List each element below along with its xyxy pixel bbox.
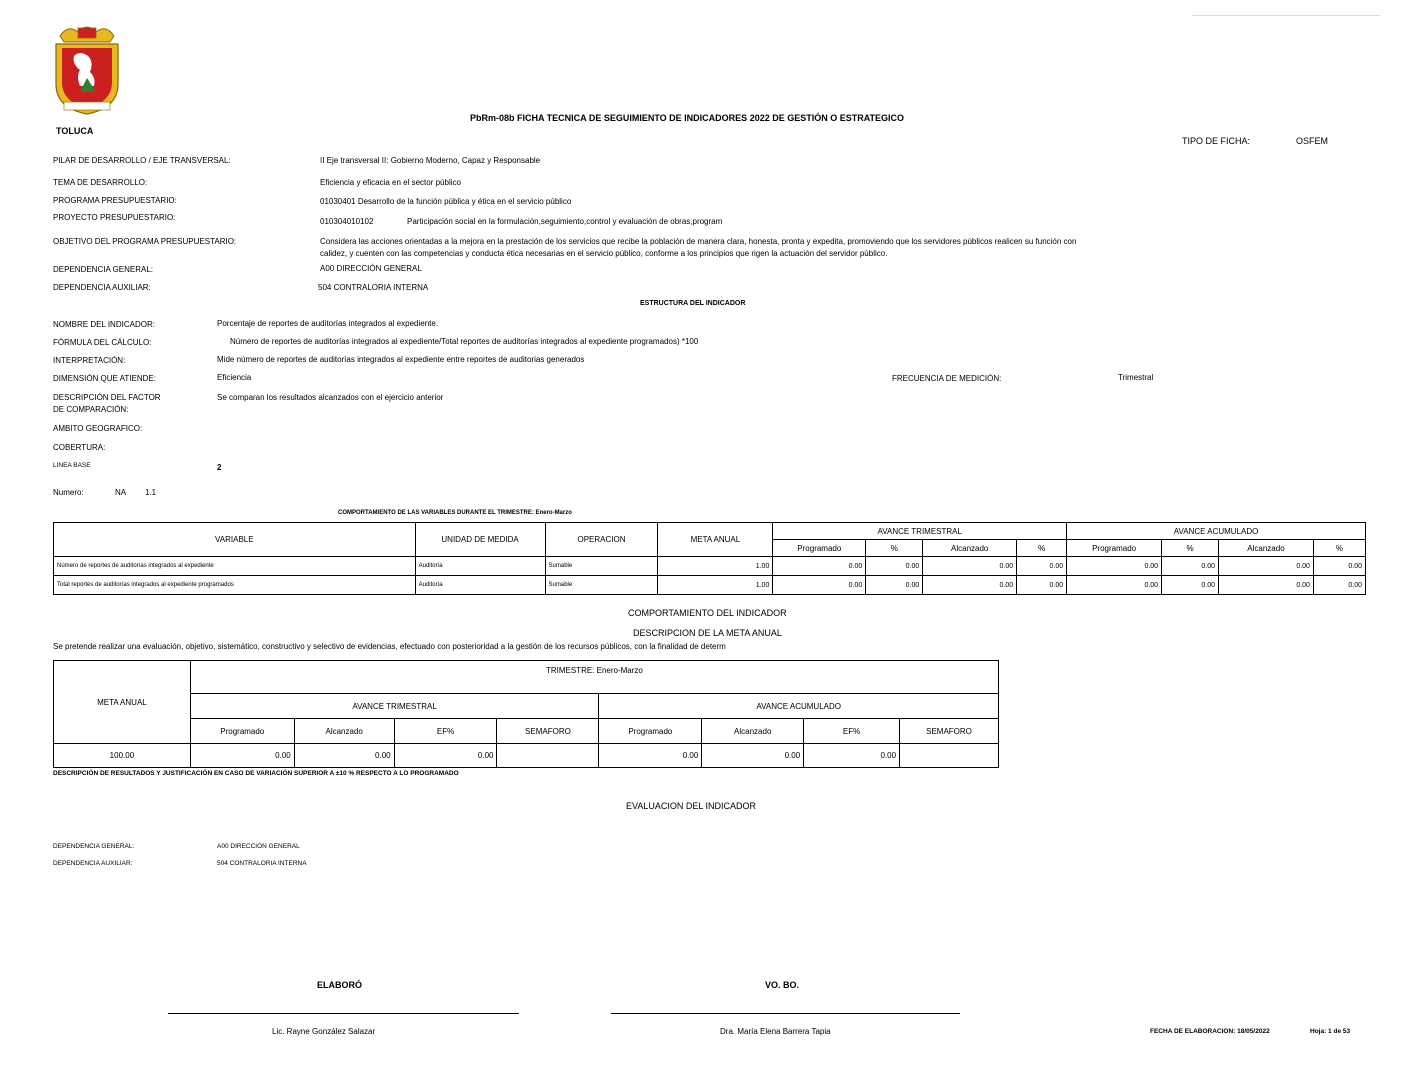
col-a-pct2: % [1313, 540, 1365, 557]
cell-t-pct2: 0.00 [1017, 576, 1067, 595]
pilar-label: PILAR DE DESARROLLO / EJE TRANSVERSAL: [53, 156, 231, 165]
cell-a-alcanzado: 0.00 [1219, 576, 1314, 595]
cell-operacion: Sumable [545, 557, 658, 576]
tipo-ficha-value: OSFEM [1296, 136, 1329, 146]
col-operacion: OPERACION [545, 523, 658, 557]
col-a-alcanzado: Alcanzado [1219, 540, 1314, 557]
meta-col-a-ef: EF% [804, 719, 900, 744]
linea-base-label: LINEA BASE [53, 462, 91, 469]
meta-avance-acumulado: AVANCE ACUMULADO [599, 694, 999, 719]
cell-a-pct2: 0.00 [1313, 576, 1365, 595]
programa-value: 01030401 Desarrollo de la función pública y ética en el servicio público [320, 197, 572, 206]
frecuencia-label: FRECUENCIA DE MEDICIÓN: [892, 374, 1002, 383]
meta-col-t-alcanzado: Alcanzado [294, 719, 394, 744]
meta-a-alcanzado: 0.00 [702, 744, 804, 768]
col-avance-acumulado: AVANCE ACUMULADO [1067, 523, 1366, 540]
meta-table [53, 660, 999, 768]
ambito-label: AMBITO GEOGRAFICO: [53, 424, 143, 433]
col-t-alcanzado: Alcanzado [923, 540, 1017, 557]
comportamiento-heading: COMPORTAMIENTO DEL INDICADOR [628, 608, 787, 618]
top-rule [1192, 15, 1380, 16]
evaluacion-heading: EVALUACION DEL INDICADOR [626, 801, 757, 811]
cell-t-programado: 0.00 [773, 557, 866, 576]
factor-value: Se comparan los resultados alcanzados con el ejercicio anterior [217, 393, 444, 402]
meta-t-semaforo [497, 744, 599, 768]
estructura-heading: ESTRUCTURA DEL INDICADOR [640, 300, 746, 307]
meta-t-programado: 0.00 [190, 744, 294, 768]
vobo-signature-line [611, 1013, 960, 1014]
objetivo-line-2: calidez, y cuenten con las competencias y conducta ética necesarias en el servicio público, conforme a los principios que rigen la actuación del servidor público. [320, 249, 888, 258]
logo-text: TOLUCA [56, 126, 94, 136]
cell-unidad: Auditoría [415, 576, 545, 595]
meta-col-t-programado: Programado [190, 719, 294, 744]
proyecto-label: PROYECTO PRESUPUESTARIO: [53, 213, 176, 222]
cell-variable: Número de reportes de auditorías integrados al expediente [54, 557, 416, 576]
trimestre-label: TRIMESTRE: Enero-Marzo [190, 661, 998, 694]
meta-t-ef: 0.00 [394, 744, 497, 768]
toluca-coat-of-arms-icon [50, 22, 124, 118]
desc-meta-text: Se pretende realizar una evaluación, objetivo, sistemático, constructivo y selectivo de evidencias, efectuado con posterioridad a la gestión de los recursos públicos, con la finalidad de determ [53, 642, 726, 651]
cell-t-pct1: 0.00 [866, 557, 923, 576]
cobertura-label: COBERTURA: [53, 443, 106, 452]
cell-a-pct1: 0.00 [1162, 576, 1219, 595]
meta-anual-label: META ANUAL [54, 661, 191, 744]
table-row [54, 576, 1366, 595]
col-t-programado: Programado [773, 540, 866, 557]
frecuencia-value: Trimestral [1118, 373, 1154, 382]
meta-col-a-alcanzado: Alcanzado [702, 719, 804, 744]
cell-a-pct2: 0.00 [1313, 557, 1365, 576]
eval-dep-aux-label: DEPENDENCIA AUXILIAR: [53, 860, 133, 867]
cell-a-alcanzado: 0.00 [1219, 557, 1314, 576]
meta-col-a-semaforo: SEMAFORO [900, 719, 999, 744]
cell-a-pct1: 0.00 [1162, 557, 1219, 576]
elaboro-label: ELABORÓ [317, 980, 362, 990]
tema-value: Eficiencia y eficacia en el sector público [320, 178, 461, 187]
table-row [54, 557, 1366, 576]
variables-table [53, 522, 1366, 595]
elaboro-signature-line [168, 1013, 519, 1014]
col-meta: META ANUAL [658, 523, 773, 557]
meta-a-semaforo [900, 744, 999, 768]
col-a-pct1: % [1162, 540, 1219, 557]
programa-label: PROGRAMA PRESUPUESTARIO: [53, 196, 177, 205]
elaboro-name: Lic. Rayne González Salazar [272, 1027, 376, 1036]
tema-label: TEMA DE DESARROLLO: [53, 178, 148, 187]
meta-a-programado: 0.00 [599, 744, 702, 768]
factor-label-1: DESCRIPCIÓN DEL FACTOR [53, 393, 161, 402]
eval-dep-general-label: DEPENDENCIA GENERAL: [53, 843, 135, 850]
dep-aux-label: DEPENDENCIA AUXILIAR: [53, 283, 151, 292]
meta-col-t-ef: EF% [394, 719, 497, 744]
eval-dep-aux-value: 504 CONTRALORIA INTERNA [217, 860, 307, 867]
meta-col-a-programado: Programado [599, 719, 702, 744]
col-a-programado: Programado [1067, 540, 1162, 557]
formula-label: FÓRMULA DEL CÁLCULO: [53, 338, 152, 347]
cell-t-pct2: 0.00 [1017, 557, 1067, 576]
eval-dep-general-value: A00 DIRECCIÓN GENERAL [217, 843, 300, 850]
meta-col-t-semaforo: SEMAFORO [497, 719, 599, 744]
cell-t-programado: 0.00 [773, 576, 866, 595]
linea-base-value: 2 [217, 463, 222, 472]
dep-aux-value: 504 CONTRALORIA INTERNA [318, 283, 429, 292]
dep-general-label: DEPENDENCIA GENERAL: [53, 265, 154, 274]
cell-unidad: Auditoría [415, 557, 545, 576]
meta-value: 100.00 [54, 744, 191, 768]
hoja-number: Hoja: 1 de 53 [1310, 1028, 1351, 1035]
cell-t-alcanzado: 0.00 [923, 576, 1017, 595]
factor-label-2: DE COMPARACIÓN: [53, 405, 129, 414]
cell-variable: Total reportes de auditorías integrados al expediente programados [54, 576, 416, 595]
cell-meta: 1.00 [658, 557, 773, 576]
col-avance-trimestral: AVANCE TRIMESTRAL [773, 523, 1067, 540]
interpretacion-label: INTERPRETACIÓN: [53, 356, 126, 365]
cell-operacion: Sumable [545, 576, 658, 595]
col-variable: VARIABLE [54, 523, 416, 557]
cell-a-programado: 0.00 [1067, 576, 1162, 595]
nombre-label: NOMBRE DEL INDICADOR: [53, 320, 155, 329]
table-row [54, 744, 999, 768]
pilar-value: II Eje transversal II: Gobierno Moderno, Capaz y Responsable [320, 156, 541, 165]
dimension-label: DIMENSIÓN QUE ATIENDE: [53, 374, 156, 383]
dep-general-value: A00 DIRECCIÓN GENERAL [320, 264, 422, 273]
cell-a-programado: 0.00 [1067, 557, 1162, 576]
cell-t-alcanzado: 0.00 [923, 557, 1017, 576]
desc-meta-heading: DESCRIPCION DE LA META ANUAL [633, 628, 782, 638]
proyecto-value: Participación social en la formulación,seguimiento,control y evaluación de obras,program [407, 217, 723, 226]
col-t-pct2: % [1017, 540, 1067, 557]
col-unidad: UNIDAD DE MEDIDA [415, 523, 545, 557]
dimension-value: Eficiencia [217, 373, 252, 382]
formula-value: Número de reportes de auditorías integrados al expediente/Total reportes de auditorías integrados al expediente programados) *100 [230, 337, 699, 346]
vobo-name: Dra. María Elena Barrera Tapia [720, 1027, 831, 1036]
numero-code: 1.1 [145, 488, 157, 497]
proyecto-code: 010304010102 [320, 217, 374, 226]
interpretacion-value: Mide número de reportes de auditorías integrados al expediente entre reportes de auditorias generados [217, 355, 585, 364]
objetivo-label: OBJETIVO DEL PROGRAMA PRESUPUESTARIO: [53, 237, 237, 246]
meta-a-ef: 0.00 [804, 744, 900, 768]
numero-value: NA [115, 488, 127, 497]
variables-caption: COMPORTAMIENTO DE LAS VARIABLES DURANTE EL TRIMESTRE: Enero-Marzo [338, 510, 572, 516]
vobo-label: VO. BO. [765, 980, 800, 990]
toluca-logo [50, 22, 124, 136]
col-t-pct1: % [866, 540, 923, 557]
meta-t-alcanzado: 0.00 [294, 744, 394, 768]
cell-meta: 1.00 [658, 576, 773, 595]
objetivo-line-1: Considera las acciones orientadas a la mejora en la prestación de los servicios que recibe la población de manera clara, honesta, pronta y expedita, promoviendo que los servidores públicos realicen su función con [320, 237, 1077, 246]
numero-label: Numero: [53, 488, 84, 497]
meta-avance-trimestral: AVANCE TRIMESTRAL [190, 694, 599, 719]
justificacion-label: DESCRIPCIÓN DE RESULTADOS Y JUSTIFICACIÓN EN CASO DE VARIACIÓN SUPERIOR A ±10 % RESPECTO A LO PROGRAMADO [53, 770, 459, 777]
page-title: PbRm-08b FICHA TECNICA DE SEGUIMIENTO DE INDICADORES 2022 DE GESTIÓN O ESTRATEGICO [470, 113, 905, 123]
tipo-ficha-label: TIPO DE FICHA: [1182, 136, 1251, 146]
nombre-value: Porcentaje de reportes de auditorías integrados al expediente. [217, 319, 439, 328]
fecha-elaboracion: FECHA DE ELABORACION: 18/05/2022 [1150, 1028, 1270, 1035]
cell-t-pct1: 0.00 [866, 576, 923, 595]
